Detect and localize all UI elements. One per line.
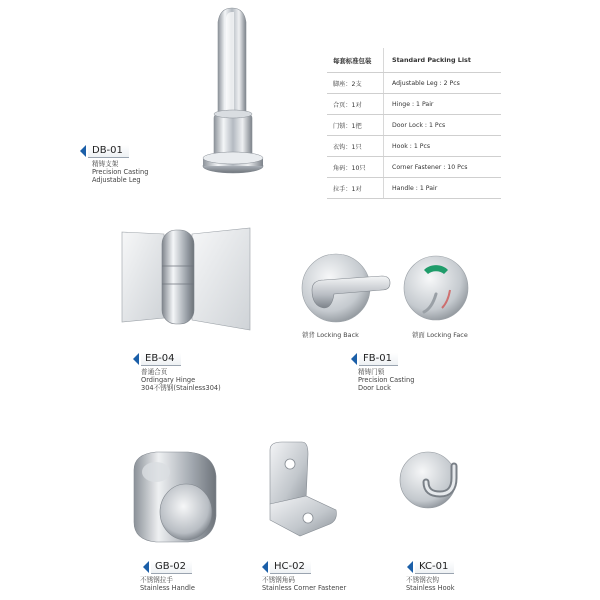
tag-arrow-icon [133,353,139,365]
hc02-desc-cn: 不锈钢角码 [262,576,295,584]
db01-code-tag [80,144,129,158]
tag-arrow-icon [407,561,413,573]
hc02-code-tag [262,560,311,574]
gb02-desc-en: Stainless Handle [140,584,195,592]
tag-arrow-icon [351,353,357,365]
gb02-description [140,576,195,592]
eb04-code-tag [133,352,181,366]
kc01-code: KC-01 [415,561,454,574]
packing-item-en: Adjustable Leg : 2 Pcs [384,73,502,94]
locking-face-caption: 锁面 Locking Face [412,331,468,339]
hc02-code: HC-02 [270,561,311,574]
locking-back-caption: 锁背 Locking Back [302,331,359,339]
eb04-desc-en2: 304不锈钢(Stainless304) [141,384,221,392]
adjustable-leg-image [196,6,276,186]
gb02-code: GB-02 [151,561,192,574]
packing-list-row [327,157,501,178]
stainless-hook-image [396,448,466,518]
packing-list-row [327,178,501,199]
stainless-handle-image [124,446,224,546]
packing-item-cn: 角码：10只 [327,157,384,178]
kc01-desc-cn: 不锈钢衣钩 [406,576,439,584]
packing-item-cn: 门锁：1把 [327,115,384,136]
fb01-code-tag [351,352,398,366]
packing-list-header-en: Standard Packing List [384,48,502,73]
kc01-description [406,576,455,592]
packing-item-cn: 脚座：2支 [327,73,384,94]
tag-arrow-icon [80,145,86,157]
hinge-image [118,222,254,332]
eb04-code: EB-04 [141,353,181,366]
eb04-desc-en1: Ordingary Hinge [141,376,196,384]
kc01-desc-en: Stainless Hook [406,584,455,592]
locking-face-image [402,250,472,326]
packing-item-cn: 衣钩：1只 [327,136,384,157]
db01-desc-cn: 精铸支架 [92,160,119,168]
hc02-desc-en: Stainless Corner Fastener [262,584,347,592]
packing-item-en: Corner Fastener : 10 Pcs [384,157,502,178]
hc02-description [262,576,346,592]
fb01-desc-cn: 精铸门锁 [358,368,385,376]
packing-item-en: Hinge : 1 Pair [384,94,502,115]
packing-item-en: Door Lock : 1 Pcs [384,115,502,136]
fb01-description [358,368,414,392]
fb01-code: FB-01 [359,353,398,366]
tag-arrow-icon [262,561,268,573]
fb01-desc-en2: Door Lock [358,384,391,392]
db01-desc-en1: Precision Casting [92,168,149,176]
fb01-desc-en1: Precision Casting [358,376,415,384]
packing-list-row [327,136,501,157]
eb04-desc-cn: 普通合页 [141,368,168,376]
locking-back-image [298,250,394,330]
packing-item-en: Hook : 1 Pcs [384,136,502,157]
packing-list-row [327,115,501,136]
gb02-code-tag [143,560,192,574]
packing-list-row [327,73,501,94]
packing-item-cn: 合页：1对 [327,94,384,115]
packing-list-row [327,94,501,115]
kc01-code-tag [407,560,454,574]
tag-arrow-icon [143,561,149,573]
db01-description [92,160,148,184]
packing-item-cn: 拉手：1对 [327,178,384,199]
packing-list-header-cn: 每套标准包装 [327,48,384,73]
eb04-description [141,368,221,392]
packing-item-en: Handle : 1 Pair [384,178,502,199]
db01-desc-en2: Adjustable Leg [92,176,141,184]
packing-list-table [327,48,501,199]
gb02-desc-cn: 不锈钢拉手 [140,576,173,584]
packing-list-header-row [327,48,501,73]
corner-fastener-image [258,440,342,540]
db01-code: DB-01 [88,145,129,158]
